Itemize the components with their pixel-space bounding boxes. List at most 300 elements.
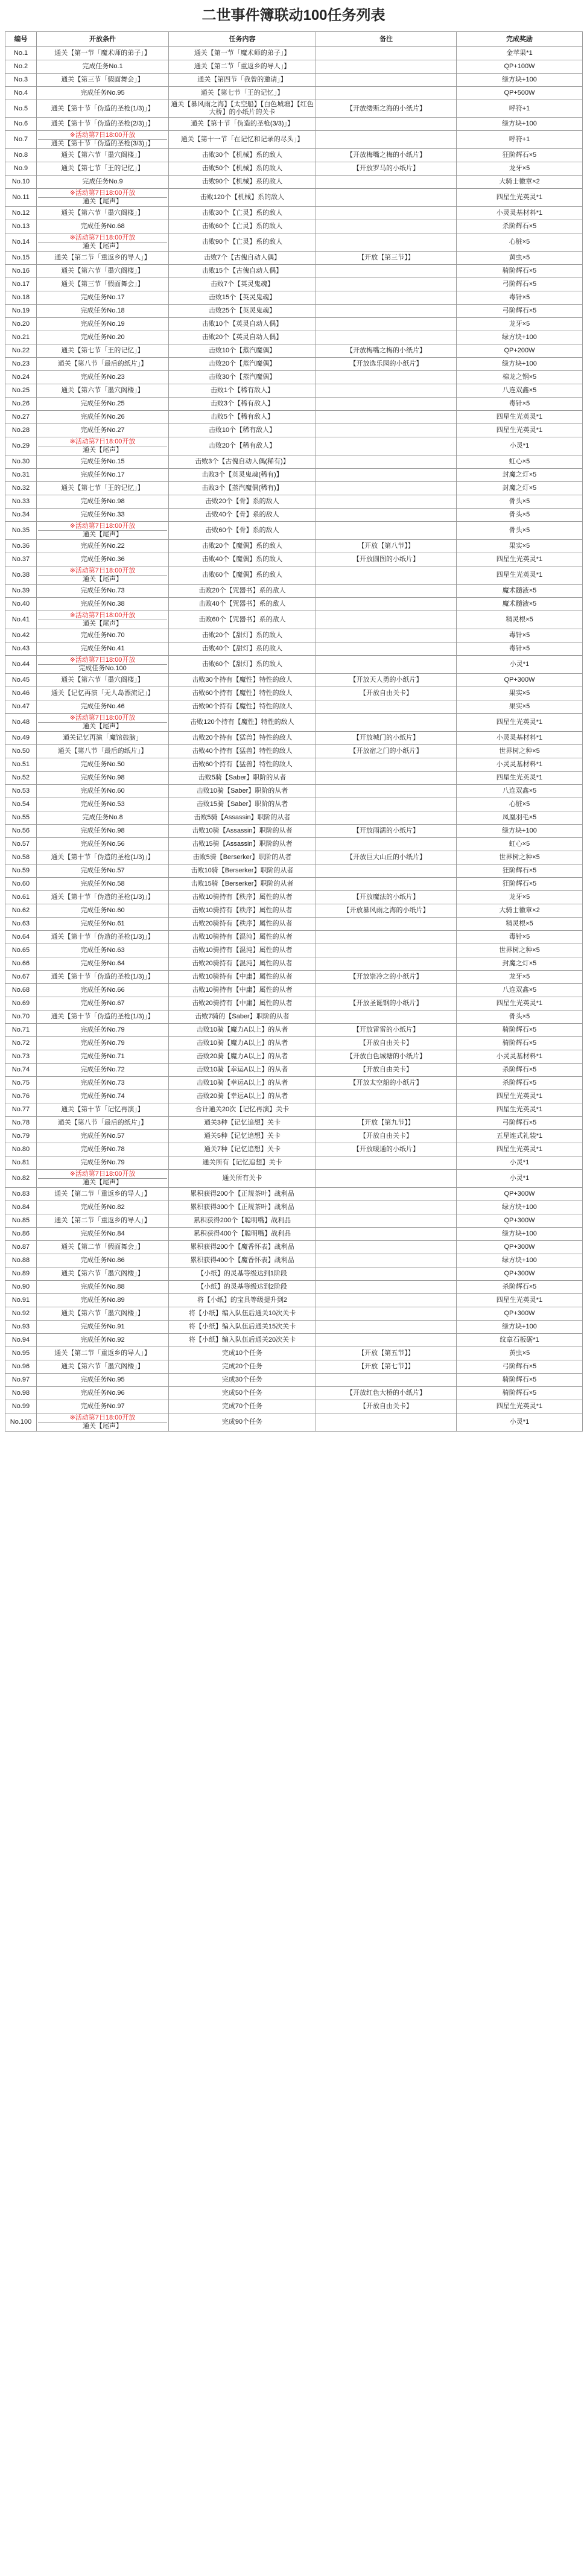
mission-table: [5, 31, 583, 1432]
cell-condition: [37, 566, 169, 585]
condition-line: 通关【第三节「假面舞会」】: [61, 281, 144, 288]
condition-line: 完成任务No.17: [80, 294, 125, 301]
cell-reward: 黄虫×5: [457, 1347, 583, 1360]
condition-line: 通关【第六节「墨穴阁楼」】: [61, 387, 144, 394]
cell-note: [316, 509, 457, 522]
cell-condition: [37, 864, 169, 878]
cell-note: 【开放圆图的小纸片】: [316, 553, 457, 566]
table-row: [5, 384, 583, 398]
cell-no: No.90: [5, 1281, 37, 1294]
cell-note: [316, 291, 457, 305]
cell-reward: 魔术髓液×5: [457, 598, 583, 611]
cell-reward: 狂阶辉石×5: [457, 878, 583, 891]
cell-task: 累积获得200个【聪明嘴】战利品: [169, 1214, 316, 1228]
cell-no: No.16: [5, 265, 37, 278]
cell-condition: [37, 700, 169, 714]
cell-task: 击败20个【魔偶】系的敌人: [169, 540, 316, 553]
cell-note: [316, 629, 457, 642]
cell-task: 击败15骑【Assassin】职阶的从者: [169, 838, 316, 851]
cell-condition: [37, 189, 169, 207]
cell-no: No.88: [5, 1254, 37, 1267]
cell-note: [316, 1294, 457, 1307]
cell-task: 累积获得200个【魔香怀表】战利品: [169, 1241, 316, 1254]
condition-line: 完成任务No.66: [80, 986, 125, 994]
condition-line: ※活动第7日18:00开放: [69, 132, 136, 139]
cell-note: [316, 1281, 457, 1294]
cell-condition: [37, 714, 169, 732]
cell-condition: [37, 825, 169, 838]
cell-no: No.9: [5, 162, 37, 176]
cell-condition: [37, 918, 169, 931]
cell-task: 击败10骑【Saber】职阶的从者: [169, 785, 316, 798]
condition-line: 完成任务No.9: [82, 178, 123, 185]
table-row: [5, 162, 583, 176]
table-row: [5, 131, 583, 149]
condition-line: 完成任务No.70: [80, 632, 125, 639]
condition-line: 通关【尾声】: [38, 242, 167, 250]
cell-no: No.4: [5, 87, 37, 100]
cell-no: No.76: [5, 1090, 37, 1103]
cell-no: No.78: [5, 1117, 37, 1130]
cell-note: 【开放自由关卡】: [316, 1130, 457, 1143]
cell-no: No.7: [5, 131, 37, 149]
cell-no: No.31: [5, 469, 37, 482]
cell-note: [316, 798, 457, 811]
cell-task: 完成70个任务: [169, 1400, 316, 1413]
cell-no: No.14: [5, 233, 37, 252]
cell-note: [316, 656, 457, 674]
table-row: [5, 1130, 583, 1143]
cell-condition: [37, 1360, 169, 1374]
table-row: [5, 358, 583, 371]
cell-note: [316, 1188, 457, 1201]
cell-task: 击败1个【稀有敌人】: [169, 384, 316, 398]
cell-task: 合计通关20次【记忆再演】关卡: [169, 1103, 316, 1117]
table-row: [5, 220, 583, 233]
cell-reward: QP+300W: [457, 1214, 583, 1228]
cell-reward: 骑阶辉石×5: [457, 1374, 583, 1387]
table-row: [5, 674, 583, 687]
cell-condition: [37, 384, 169, 398]
cell-reward: 虹心×5: [457, 455, 583, 469]
cell-note: [316, 1267, 457, 1281]
cell-condition: [37, 149, 169, 162]
cell-reward: 魔术髓液×5: [457, 585, 583, 598]
cell-note: [316, 585, 457, 598]
cell-no: No.99: [5, 1400, 37, 1413]
cell-task: 击败60个【甜灯】系的敌人: [169, 656, 316, 674]
cell-task: 击败10骑【Berserker】职阶的从者: [169, 864, 316, 878]
cell-condition: [37, 482, 169, 495]
table-row: [5, 1254, 583, 1267]
cell-note: [316, 482, 457, 495]
cell-note: 【开放【第九节】】: [316, 1117, 457, 1130]
condition-line: 通关【尾声】: [38, 197, 167, 206]
condition-line: 通关【第八节「最后的纸片」】: [57, 1119, 148, 1126]
condition-line: 通关【第十节「伪造的圣枪(3/3)」】: [38, 139, 167, 148]
table-row: [5, 331, 583, 344]
cell-no: No.38: [5, 566, 37, 585]
condition-line: 完成任务No.46: [80, 703, 125, 710]
cell-no: No.45: [5, 674, 37, 687]
condition-line: 通关【第七节「王的记忆」】: [61, 165, 144, 172]
table-row: [5, 495, 583, 509]
table-row: [5, 904, 583, 918]
table-row: [5, 1360, 583, 1374]
cell-condition: [37, 891, 169, 904]
table-row: [5, 944, 583, 957]
table-row: [5, 642, 583, 656]
cell-no: No.12: [5, 207, 37, 220]
cell-no: No.70: [5, 1010, 37, 1024]
condition-line: 通关【第六节「墨穴阁楼」】: [61, 676, 144, 684]
cell-condition: [37, 509, 169, 522]
cell-condition: [37, 785, 169, 798]
cell-no: No.11: [5, 189, 37, 207]
cell-condition: [37, 207, 169, 220]
cell-condition: [37, 1024, 169, 1037]
condition-line: 完成任务No.71: [80, 1053, 125, 1060]
table-row: [5, 398, 583, 411]
condition-line: 完成任务No.50: [80, 761, 125, 768]
condition-line: 通关【第八节「最后的纸片」】: [57, 360, 148, 367]
condition-line: 通关【第六节「墨穴阁楼」】: [61, 209, 144, 217]
cell-reward: 小灵*1: [457, 656, 583, 674]
cell-no: No.3: [5, 74, 37, 87]
cell-condition: [37, 1064, 169, 1077]
cell-task: 击败20个【甜灯】系的敌人: [169, 629, 316, 642]
cell-task: 击败90个【亡灵】系的敌人: [169, 233, 316, 252]
condition-line: 完成任务No.91: [80, 1323, 125, 1330]
condition-line: 完成任务No.95: [80, 89, 125, 97]
condition-line: 通关【第六节「墨穴阁楼」】: [61, 151, 144, 159]
cell-condition: [37, 1050, 169, 1064]
cell-no: No.100: [5, 1413, 37, 1432]
cell-note: [316, 984, 457, 997]
condition-line: 完成任务No.8: [82, 814, 123, 821]
cell-condition: [37, 1228, 169, 1241]
header-reward: 完成奖励: [457, 32, 583, 47]
table-row: [5, 469, 583, 482]
cell-condition: [37, 758, 169, 772]
condition-line: 通关记忆再演「魔馆鼓脑」: [63, 734, 142, 741]
cell-note: [316, 305, 457, 318]
cell-task: 击败10个【英灵自动人偶】: [169, 318, 316, 331]
cell-condition: [37, 100, 169, 118]
cell-reward: 凤凰羽毛×5: [457, 811, 583, 825]
cell-note: [316, 957, 457, 971]
cell-reward: 世界树之种×5: [457, 745, 583, 758]
cell-no: No.87: [5, 1241, 37, 1254]
cell-condition: [37, 331, 169, 344]
cell-condition: [37, 291, 169, 305]
cell-note: [316, 265, 457, 278]
cell-condition: [37, 772, 169, 785]
table-row: [5, 482, 583, 495]
cell-note: [316, 1103, 457, 1117]
table-row: [5, 1090, 583, 1103]
cell-task: 击败50个【机械】系的敌人: [169, 162, 316, 176]
cell-note: [316, 1241, 457, 1254]
cell-note: [316, 278, 457, 291]
cell-task: 击败30个【亡灵】系的敌人: [169, 207, 316, 220]
condition-line: 通关【尾声】: [38, 446, 167, 454]
cell-task: 通关【第一节「魔术师的弟子」】: [169, 47, 316, 60]
cell-reward: 五星连式礼装*1: [457, 1130, 583, 1143]
table-row: [5, 971, 583, 984]
cell-no: No.52: [5, 772, 37, 785]
table-row: [5, 1281, 583, 1294]
cell-reward: 四星生光英灵*1: [457, 1400, 583, 1413]
cell-no: No.65: [5, 944, 37, 957]
condition-line: 完成任务No.23: [80, 373, 125, 381]
cell-no: No.83: [5, 1188, 37, 1201]
table-row: [5, 207, 583, 220]
cell-note: 【开放红色大桥的小纸片】: [316, 1387, 457, 1400]
cell-condition: [37, 398, 169, 411]
cell-task: 击败40个【骨】系的敌人: [169, 509, 316, 522]
cell-task: 击败120个持有【魔性】特性的敌人: [169, 714, 316, 732]
cell-reward: 绿方块+100: [457, 1321, 583, 1334]
cell-reward: 八连双鑫×5: [457, 785, 583, 798]
condition-line: 通关【第七节「王的记忆」】: [61, 347, 144, 354]
cell-task: 击败7个【英灵鬼魂】: [169, 278, 316, 291]
cell-task: 击败10骑持有【秩序】属性的从者: [169, 904, 316, 918]
cell-note: [316, 1090, 457, 1103]
cell-task: 击败25个【英灵鬼魂】: [169, 305, 316, 318]
table-row: [5, 318, 583, 331]
table-row: [5, 891, 583, 904]
table-row: [5, 1050, 583, 1064]
cell-task: 击败10骑【魔力A以上】的从者: [169, 1037, 316, 1050]
cell-reward: 大骑士徽章×2: [457, 176, 583, 189]
table-row: [5, 1400, 583, 1413]
table-row: [5, 553, 583, 566]
condition-line: 完成任务No.57: [80, 867, 125, 874]
cell-reward: 小灵*1: [457, 1156, 583, 1170]
cell-reward: 杀阶辉石×5: [457, 1064, 583, 1077]
table-row: [5, 772, 583, 785]
condition-line: 完成任务No.53: [80, 801, 125, 808]
cell-note: [316, 772, 457, 785]
cell-note: [316, 495, 457, 509]
cell-reward: 骨头×5: [457, 1010, 583, 1024]
condition-line: 完成任务No.73: [80, 587, 125, 594]
cell-condition: [37, 60, 169, 74]
cell-reward: 心脏×5: [457, 798, 583, 811]
cell-note: [316, 838, 457, 851]
condition-line: 通关【第十节「伪造的圣枪(1/3)」】: [51, 933, 154, 941]
cell-task: 击败60个持有【魔性】特性的敌人: [169, 687, 316, 700]
header-task: 任务内容: [169, 32, 316, 47]
cell-reward: 骨头×5: [457, 522, 583, 540]
table-row: [5, 252, 583, 265]
table-row: [5, 1188, 583, 1201]
table-row: [5, 47, 583, 60]
cell-no: No.43: [5, 642, 37, 656]
condition-line: 通关【第六节「墨穴阁楼」】: [61, 1310, 144, 1317]
cell-note: [316, 469, 457, 482]
cell-no: No.42: [5, 629, 37, 642]
cell-note: [316, 611, 457, 629]
table-row: [5, 1037, 583, 1050]
condition-line: 完成任务No.82: [80, 1204, 125, 1211]
condition-line: 完成任务No.92: [80, 1336, 125, 1344]
condition-line: 通关【第十节「伪造的圣枪(2/3)」】: [51, 120, 154, 127]
condition-line: 完成任务No.97: [80, 1403, 125, 1410]
condition-line: 通关【第十节「伪造的圣枪(1/3)」】: [51, 1013, 154, 1020]
cell-condition: [37, 674, 169, 687]
condition-line: 完成任务No.58: [80, 880, 125, 887]
cell-note: [316, 700, 457, 714]
cell-no: No.77: [5, 1103, 37, 1117]
table-row: [5, 1156, 583, 1170]
cell-reward: 四星生光英灵*1: [457, 714, 583, 732]
condition-line: 通关【第十节「伪造的圣枪(1/3)」】: [51, 854, 154, 861]
cell-reward: QP+300W: [457, 1267, 583, 1281]
cell-task: 通关【第四节「我曾的邀请」】: [169, 74, 316, 87]
cell-task: 击败20个【骨】系的敌人: [169, 495, 316, 509]
cell-note: 【开放天人勇的小纸片】: [316, 674, 457, 687]
cell-reward: 毒针×5: [457, 642, 583, 656]
condition-line: 完成任务No.95: [80, 1376, 125, 1383]
table-row: [5, 344, 583, 358]
cell-task: 将【小纸】编入队伍后通关15次关卡: [169, 1321, 316, 1334]
cell-task: 将【小纸】编入队伍后通关10次关卡: [169, 1307, 316, 1321]
cell-condition: [37, 540, 169, 553]
cell-note: 【开放自由关卡】: [316, 1037, 457, 1050]
cell-reward: 小灵*1: [457, 1170, 583, 1188]
cell-condition: [37, 455, 169, 469]
table-row: [5, 1241, 583, 1254]
cell-reward: 绿方块+100: [457, 1201, 583, 1214]
cell-no: No.79: [5, 1130, 37, 1143]
cell-task: 击败20骑持有【混沌】属性的从者: [169, 957, 316, 971]
cell-condition: [37, 252, 169, 265]
table-row: [5, 411, 583, 424]
table-row: [5, 1267, 583, 1281]
cell-no: No.73: [5, 1050, 37, 1064]
cell-note: [316, 714, 457, 732]
cell-task: 击败60个【亡灵】系的敌人: [169, 220, 316, 233]
table-row: [5, 1321, 583, 1334]
cell-note: [316, 131, 457, 149]
condition-line: 完成任务No.79: [80, 1159, 125, 1166]
cell-no: No.66: [5, 957, 37, 971]
cell-no: No.26: [5, 398, 37, 411]
cell-no: No.64: [5, 931, 37, 944]
cell-task: 通关【第七节「王的记忆」】: [169, 87, 316, 100]
table-row: [5, 74, 583, 87]
table-row: [5, 424, 583, 437]
cell-condition: [37, 984, 169, 997]
cell-no: No.25: [5, 384, 37, 398]
cell-condition: [37, 371, 169, 384]
table-row: [5, 1077, 583, 1090]
mission-rows: [5, 47, 583, 1432]
cell-condition: [37, 1010, 169, 1024]
cell-no: No.34: [5, 509, 37, 522]
cell-no: No.13: [5, 220, 37, 233]
cell-reward: 四星生光英灵*1: [457, 1294, 583, 1307]
cell-note: [316, 566, 457, 585]
cell-condition: [37, 131, 169, 149]
cell-note: 【开放【第八节】】: [316, 540, 457, 553]
condition-line: 通关【第二节「重返乡的导人」】: [54, 254, 151, 261]
cell-task: 累积获得200个【正规茶叶】战利品: [169, 1188, 316, 1201]
cell-condition: [37, 878, 169, 891]
cell-note: 【开放圣诞钢的小纸片】: [316, 997, 457, 1010]
condition-line: 完成任务No.17: [80, 471, 125, 478]
cell-note: [316, 233, 457, 252]
cell-no: No.2: [5, 60, 37, 74]
cell-reward: 弓阶辉石×5: [457, 305, 583, 318]
table-row: [5, 1143, 583, 1156]
cell-condition: [37, 656, 169, 674]
page-title: 二世事件簿联动100任务列表: [201, 7, 386, 24]
cell-reward: 狂阶辉石×5: [457, 149, 583, 162]
cell-task: 击败10个【蒸汽魔偶】: [169, 344, 316, 358]
cell-task: 击败10骑【魔力A以上】的从者: [169, 1024, 316, 1037]
cell-reward: 绿方块+100: [457, 331, 583, 344]
cell-note: 【开放【第七节】】: [316, 1360, 457, 1374]
cell-reward: 四星生光英灵*1: [457, 189, 583, 207]
condition-line: ※活动第7日18:00开放: [69, 567, 136, 574]
cell-task: 击败30个【蒸汽魔偶】: [169, 371, 316, 384]
cell-reward: 弓阶辉石×5: [457, 1117, 583, 1130]
cell-condition: [37, 1130, 169, 1143]
table-row: [5, 371, 583, 384]
cell-task: 通关所有【记忆追想】关卡: [169, 1156, 316, 1170]
table-row: [5, 100, 583, 118]
cell-condition: [37, 87, 169, 100]
condition-line: 通关【第六节「墨穴阁楼」】: [61, 1363, 144, 1370]
cell-note: [316, 118, 457, 131]
cell-no: No.27: [5, 411, 37, 424]
cell-note: 【开放暴风雨之海的小纸片】: [316, 904, 457, 918]
cell-note: 【开放白色城塘的小纸片】: [316, 1050, 457, 1064]
cell-note: 【开放缕斯之海的小纸片】: [316, 100, 457, 118]
condition-line: ※活动第7日18:00开放: [69, 189, 136, 197]
table-row: [5, 611, 583, 629]
cell-no: No.56: [5, 825, 37, 838]
cell-task: 完成20个任务: [169, 1360, 316, 1374]
cell-task: 击败7骑的【Saber】职阶的从者: [169, 1010, 316, 1024]
cell-condition: [37, 1241, 169, 1254]
cell-condition: [37, 176, 169, 189]
table-row: [5, 798, 583, 811]
table-row: [5, 1374, 583, 1387]
cell-reward: 果实×5: [457, 687, 583, 700]
condition-line: 完成任务No.26: [80, 413, 125, 420]
cell-note: 【开放【第五节】】: [316, 1347, 457, 1360]
cell-note: [316, 758, 457, 772]
table-row: [5, 997, 583, 1010]
cell-task: 击败60个持有【猛兽】特性的敌人: [169, 758, 316, 772]
table-row: [5, 437, 583, 455]
condition-line: ※活动第7日18:00开放: [69, 612, 136, 619]
condition-line: 完成任务No.22: [80, 542, 125, 550]
cell-reward: 果实×5: [457, 540, 583, 553]
cell-note: 【开放梅嘴之梅的小纸片】: [316, 149, 457, 162]
cell-note: [316, 1307, 457, 1321]
cell-reward: 小灵灵基材料*1: [457, 732, 583, 745]
cell-note: [316, 47, 457, 60]
table-row: [5, 509, 583, 522]
cell-no: No.96: [5, 1360, 37, 1374]
cell-condition: [37, 1267, 169, 1281]
condition-line: 通关【第十节「伪造的圣枪(1/3)」】: [51, 893, 154, 901]
